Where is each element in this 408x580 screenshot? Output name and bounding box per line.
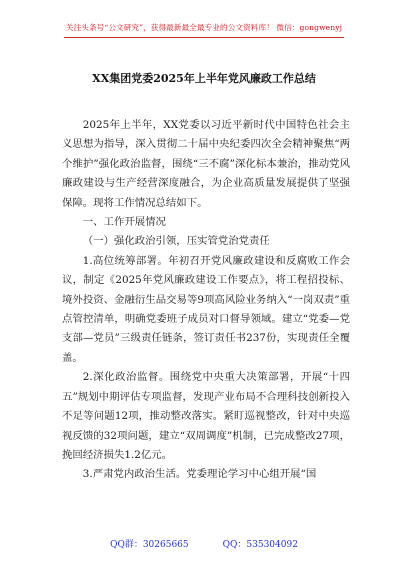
paragraph-item-2: 2.深化政治监督。围绕党中央重大决策部署，开展“十四五”规划中期评估专项监督，发现产业布局不合理科技创新投入不足等问题12项，推动整改落实。紧盯巡视整改，针对中央巡视反馈的32项问题，建立“双周调度”机制，已完成整改27项，挽回经济损失1.2亿元。 bbox=[62, 371, 350, 461]
footer-qq: QQ：535304092 bbox=[222, 540, 298, 550]
document-title: XX集团党委2025年上半年党风廉政工作总结 bbox=[92, 72, 316, 85]
header-banner: 关注头条号“公文研究”，获得最新最全最专业的公文资料库！ 微信：gongwenyj bbox=[65, 23, 343, 32]
header-divider bbox=[64, 37, 344, 38]
footer-contact bbox=[0, 537, 408, 550]
paragraph-item-3: 3.严肃党内政治生活。党委理论学习中心组开展“国 bbox=[82, 468, 317, 481]
subsection-heading: （一）强化政治引领，压实管党治党责任 bbox=[82, 235, 270, 248]
paragraph-intro: 2025年上半年，XX党委以习近平新时代中国特色社会主义思想为指导，深入贯彻二十届中央纪委四次全会精神聚焦“两个维护”强化政治监督，围绕“三不腐”深化标本兼治，推动党风廉政建设与生产经营深度融合，为企业高质量发展提供了坚强保障。现将工作情况总结如下。 bbox=[62, 119, 350, 209]
footer-qq-group: QQ群：30265665 bbox=[110, 540, 189, 550]
document-body bbox=[62, 116, 350, 485]
section-heading: 一、工作开展情况 bbox=[82, 216, 166, 229]
paragraph-item-1: 1.高位统筹部署。年初召开党风廉政建设和反腐败工作会议，制定《2025年党风廉政建设工作要点》，将工程招投标、境外投资、金融衍生品交易等9项高风险业务纳入“一岗双责”重点管控清单，明确党委班子成员对口督导领域。建立“党委—党支部—党员”三级责任链条，签订责任书237份，实现责任全覆盖。 bbox=[62, 254, 350, 364]
